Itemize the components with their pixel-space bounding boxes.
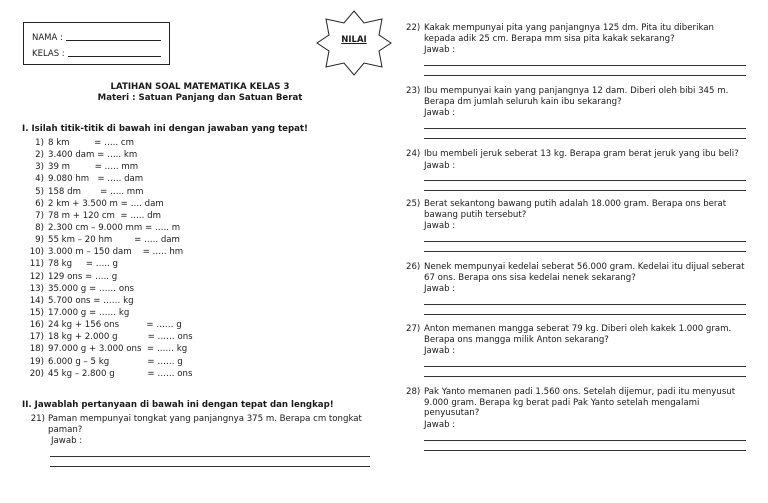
question-number: 18) [29,344,44,355]
question-number: 25) [406,199,421,209]
answer-line[interactable] [424,171,746,181]
question-number: 16) [29,320,44,331]
answer-line[interactable] [50,457,370,467]
short-question-2 [22,150,193,162]
section-2-heading: II. Jawablah pertanyaan di bawah ini dengan tepat dan lengkap! [22,400,334,410]
question-number: 26) [406,262,421,272]
essay-question-22 [406,23,746,76]
question-text: 17.000 g = …… kg [48,307,130,318]
kelas-label: KELAS : [32,49,65,60]
question-text: Berat sekantong bawang putih adalah 18.000 gram. Berapa ons berat bawang putih tersebut? [424,199,727,220]
essay-question-24 [406,149,746,191]
answer-line[interactable] [424,66,746,76]
short-question-5 [22,187,193,199]
question-number: 13) [29,283,44,294]
short-question-17 [22,332,193,344]
question-text: 3.400 dam = ….. km [48,150,138,161]
short-question-6 [22,199,193,211]
question-number: 24) [406,149,421,159]
question-number: 20) [29,368,44,379]
essay-question-27 [406,324,746,377]
question-text: 39 m = ….. mm [48,162,139,173]
question-text: 9.080 hm = ….. dam [48,174,144,185]
question-number: 1) [35,138,44,148]
question-text: 8 km = ….. cm [48,138,134,148]
nama-row [32,28,161,44]
short-question-1 [22,138,193,150]
question-number: 15) [29,307,44,318]
question-text: 129 ons = ….. g [48,271,118,282]
kelas-field[interactable] [68,56,161,57]
short-question-8 [22,223,193,235]
question-number: 27) [406,324,421,334]
question-text: 18 kg + 2.000 g = …… ons [48,332,193,343]
question-number: 14) [29,295,44,306]
answer-line[interactable] [424,181,746,191]
question-text: Ibu mempunyai kain yang panjangnya 12 dam. Diberi oleh bibi 345 m. Berapa dm jumlah seluruh kain ibu sekarang? [424,86,729,107]
question-text: Anton memanen mangga seberat 79 kg. Diberi oleh kakek 1.000 gram. Berapa ons mangga milik Anton sekarang? [424,324,732,345]
question-text: 45 kg – 2.800 g = …… ons [48,368,193,379]
question-text: 158 dm = ….. mm [48,186,144,197]
answer-line[interactable] [424,367,746,377]
question-number: 11) [29,259,44,270]
answer-line[interactable] [424,295,746,305]
worksheet-title [40,82,360,103]
question-text: Paman mempunyai tongkat yang panjangnya 375 m. Berapa cm tongkat paman? [48,414,362,435]
question-number: 10) [29,247,44,258]
short-question-18 [22,344,193,356]
question-number: 4) [35,174,44,185]
short-question-16 [22,320,193,332]
short-question-9 [22,235,193,247]
essay-question-26 [406,262,746,315]
question-number: 2) [35,150,44,161]
short-question-15 [22,308,193,320]
short-question-4 [22,174,193,186]
essay-question-28 [406,387,746,451]
answer-line[interactable] [424,357,746,367]
answer-line[interactable] [424,119,746,129]
answer-line[interactable] [424,431,746,441]
short-question-13 [22,284,193,296]
question-text: Pak Yanto memanen padi 1.560 ons. Setelah dijemur, padi itu menyusut 9.000 gram. Berapa kg berat padi Pak Yanto setelah mengalami penyusutan? [424,387,736,419]
question-text: 35.000 g = …… ons [48,283,135,294]
nilai-label: NILAI [341,35,367,45]
answer-line[interactable] [424,129,746,139]
question-number: 12) [29,271,44,282]
answer-line[interactable] [424,305,746,315]
nama-label: NAMA : [32,33,63,44]
question-text: 2 km + 3.500 m = …. dam [48,198,164,209]
jawab-label: Jawab : [424,420,456,431]
question-number: 19) [29,356,44,367]
question-number: 3) [35,162,44,173]
answer-line[interactable] [424,56,746,66]
question-text: 24 kg + 156 ons = …… g [48,320,182,331]
identity-box [23,22,170,65]
question-text: Ibu membeli jeruk seberat 13 kg. Berapa gram berat jeruk yang ibu beli? [424,149,739,159]
jawab-label: Jawab : [424,346,456,357]
essay-question-21 [20,414,370,467]
jawab-label: Jawab : [424,108,456,119]
title-line-2: Materi : Satuan Panjang dan Satuan Berat [97,92,303,103]
question-number: 6) [35,198,44,209]
question-text: 6.000 g – 5 kg = …… g [48,356,183,367]
question-number: 21) [30,414,45,424]
short-question-3 [22,162,193,174]
title-line-1: LATIHAN SOAL MATEMATIKA KELAS 3 [110,82,290,92]
question-text: 97.000 g + 3.000 ons = …… kg [48,344,188,355]
question-number: 9) [35,235,44,246]
question-text: 78 kg = ….. g [48,259,118,270]
jawab-label: Jawab : [51,436,83,447]
short-question-7 [22,211,193,223]
short-question-14 [22,296,193,308]
question-number: 28) [406,387,421,397]
kelas-row [32,44,161,60]
essay-question-23 [406,86,746,139]
question-text: 5.700 ons = …… kg [48,295,134,306]
jawab-label: Jawab : [424,221,456,232]
answer-line[interactable] [424,242,746,252]
question-number: 23) [406,86,421,96]
answer-line[interactable] [424,232,746,242]
question-number: 22) [406,23,421,33]
question-number: 7) [35,210,44,221]
question-number: 17) [29,332,44,343]
jawab-label: Jawab : [424,45,456,56]
short-question-11 [22,259,193,271]
short-question-10 [22,247,193,259]
question-number: 8) [35,222,44,233]
question-text: Nenek mempunyai kedelai seberat 56.000 gram. Kedelai itu dijual seberat 67 ons. Berapa ons sisa kedelai nenek sekarang? [424,262,745,283]
short-question-12 [22,272,193,284]
jawab-label: Jawab : [424,160,456,171]
answer-line[interactable] [424,441,746,451]
answer-line[interactable] [50,447,370,457]
section-1-heading: I. Isilah titik-titik di bawah ini dengan jawaban yang tepat! [22,124,308,134]
jawab-label: Jawab : [424,284,456,295]
question-text: 78 m + 120 cm = ….. dm [48,210,161,221]
question-text: 3.000 m – 150 dam = ….. hm [48,247,184,258]
short-question-20 [22,369,193,381]
question-number: 5) [35,186,44,197]
nama-field[interactable] [66,40,161,41]
short-question-19 [22,357,193,369]
question-text: Kakak mempunyai pita yang panjangnya 125 dm. Pita itu diberikan kepada adik 25 cm. Berapa mm sisa pita kakak sekarang? [424,23,715,44]
question-text: 55 km – 20 hm = ….. dam [48,235,180,246]
question-text: 2.300 cm – 9.000 mm = ….. m [48,222,181,233]
short-question-list [22,138,193,381]
essay-question-25 [406,199,746,252]
